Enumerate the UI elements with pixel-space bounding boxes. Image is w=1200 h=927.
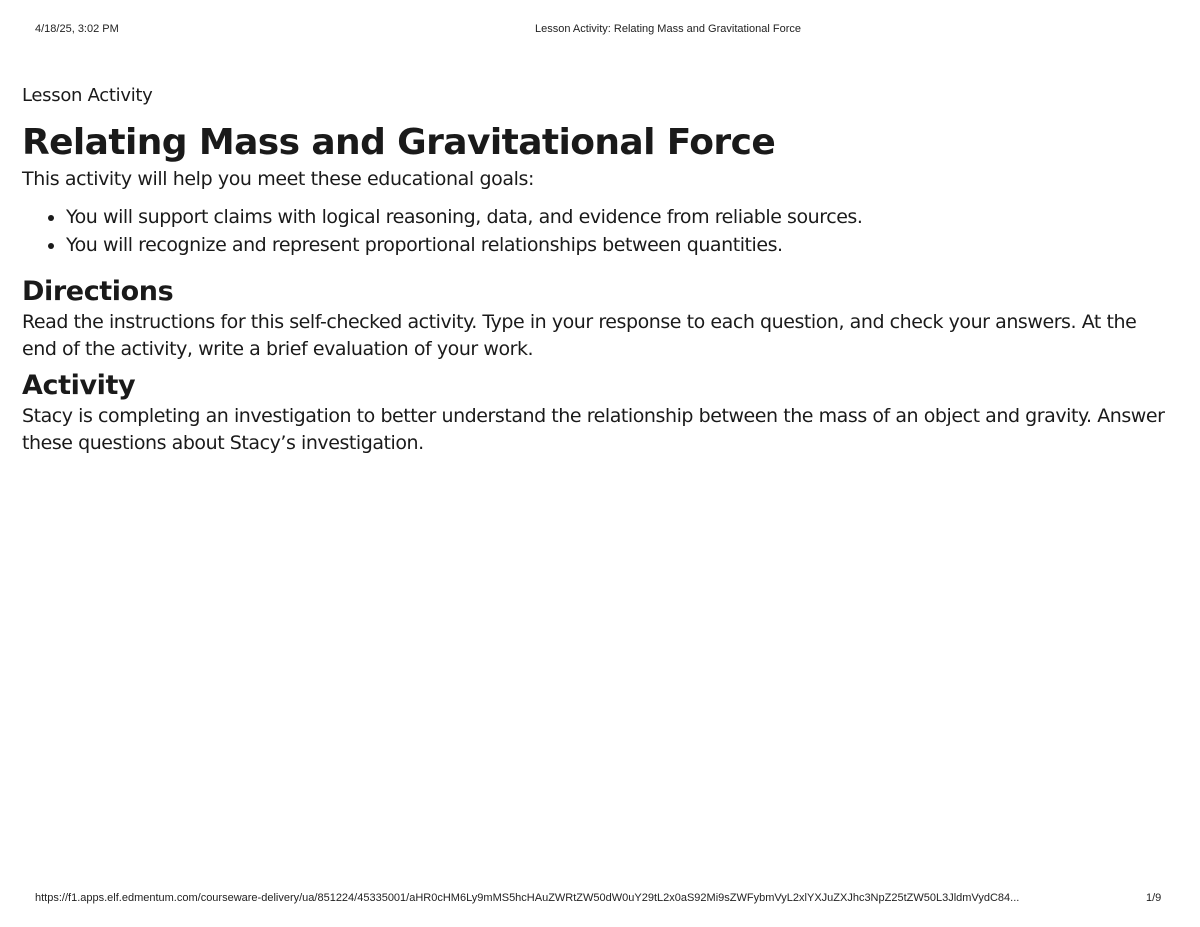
goal-item: • You will recognize and represent proportional relationships between quantities. [66, 231, 1172, 259]
page-title: Relating Mass and Gravitational Force [22, 122, 776, 163]
directions-heading: Directions [22, 276, 174, 307]
print-url: https://f1.apps.elf.edmentum.com/courseware-delivery/ua/851224/45335001/aHR0cHM6Ly9mMS5hcHAuZWRtZW50dW0uY29tL2x0aS92Mi9sZWFybmVyL2xlYXJuZXJhc3NpZ25tZW50L3JldmVydC84... [35, 892, 1020, 904]
print-document-title: Lesson Activity: Relating Mass and Gravitational Force [535, 23, 801, 35]
directions-text: Read the instructions for this self-checked activity. Type in your response to each question, and check your answers. At the end of the activity, write a brief evaluation of your work. [22, 311, 1137, 360]
goals-intro: This activity will help you meet these educational goals: [22, 168, 534, 190]
activity-text: Stacy is completing an investigation to better understand the relationship between the mass of an object and gravity. Answer these questions about Stacy’s investigation. [22, 405, 1165, 454]
activity-heading: Activity [22, 370, 136, 401]
page-number: 1/9 [1146, 892, 1162, 904]
lesson-content [22, 84, 1172, 457]
goal-item: • You will support claims with logical reasoning, data, and evidence from reliable sources. [66, 203, 1172, 231]
lesson-eyebrow: Lesson Activity [22, 85, 153, 106]
print-header [0, 23, 1200, 37]
print-date: 4/18/25, 3:02 PM [35, 23, 119, 35]
goals-list [22, 203, 1172, 259]
print-footer [0, 892, 1200, 906]
